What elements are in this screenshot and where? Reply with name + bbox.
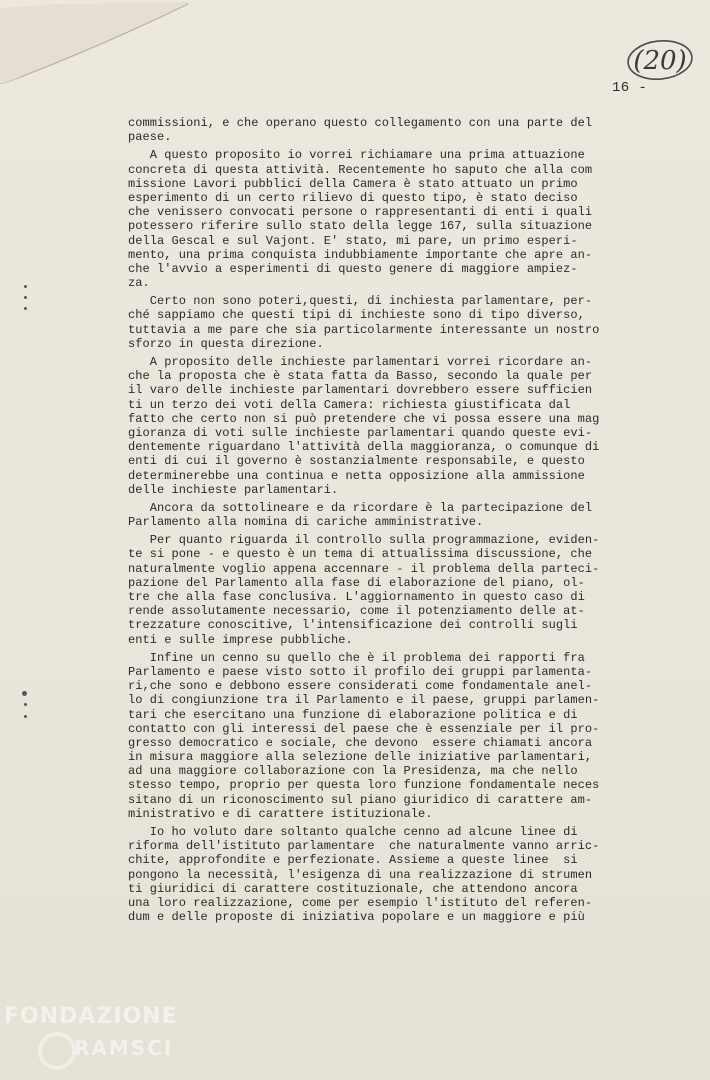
text-line: il varo delle inchieste parlamentari dovrebbero essere sufficien (128, 383, 593, 398)
watermark-line1: FONDAZIONE (4, 1004, 178, 1029)
margin-dot (24, 703, 27, 706)
text-line: Per quanto riguarda il controllo sulla programmazione, eviden- (128, 533, 600, 548)
text-line: che la proposta che è stata fatta da Basso, secondo la quale per (128, 369, 593, 384)
text-line: sitano di un riconoscimento sul piano giuridico di carattere am- (128, 792, 593, 807)
text-line: A proposito delle inchieste parlamentari vorrei ricordare an- (128, 355, 593, 369)
text-line: potessero riferire sullo stato della legge 167, sulla situazione (128, 219, 593, 234)
paragraph (128, 148, 688, 290)
text-line: della Gescal e sul Vajont. E' stato, mi pare, un primo esperi- (128, 233, 578, 248)
text-line: trezzature conoscitive, l'intensificazione dei controlli sugli (128, 618, 578, 633)
text-line: pongono la necessità, l'esigenza di una realizzazione di strumen (128, 867, 593, 882)
text-line: concreta di questa attività. Recentemente ho saputo che alla com (128, 162, 593, 177)
text-line: enti di cui il governo è sostanzialmente responsabile, e questo (128, 454, 585, 469)
paragraph (128, 501, 688, 529)
text-line: naturalmente voglio appena accennare - il problema della parteci- (128, 561, 600, 576)
text-line: enti e sulle imprese pubbliche. (128, 632, 353, 647)
margin-dot (22, 691, 27, 696)
text-line: tre che alla fase conclusiva. L'aggiornamento in questo caso di (128, 590, 585, 604)
text-line: contatto con gli interessi del paese che è essenziale per il pro- (128, 721, 600, 736)
text-line: Parlamento alla nomina di cariche amministrative. (128, 515, 484, 530)
handwritten-page-number-text: (20) (633, 46, 687, 76)
text-line: missione Lavori pubblici della Camera è stato attuato un primo (128, 176, 578, 191)
text-line: paese. (128, 130, 172, 145)
paragraph (128, 533, 688, 647)
text-line: pazione del Parlamento alla fase di elaborazione del piano, ol- (128, 575, 585, 590)
text-line: Ancora da sottolineare e da ricordare è la partecipazione del (128, 500, 593, 515)
text-line: ti giuridici di carattere costituzionale, che attendono ancora (128, 881, 578, 896)
text-line: rende assolutamente necessario, come il potenziamento delle at- (128, 604, 585, 619)
text-line: sforzo in questa direzione. (128, 336, 324, 351)
text-line: chite, approfondite e perfezionate. Assieme a queste linee si (128, 853, 578, 868)
paragraph (128, 116, 688, 144)
text-line: esperimento di un certo rilievo di questo tipo, è stato deciso (128, 190, 578, 205)
text-line: A questo proposito io vorrei richiamare una prima attuazione (128, 148, 585, 163)
text-line: ad una maggiore collaborazione con la Presidenza, ma che nello (128, 764, 578, 779)
typed-body-text (128, 116, 688, 924)
text-line: dum e delle proposte di iniziativa popolare e un maggiore e più (128, 910, 585, 925)
text-line: riforma dell'istituto parlamentare che naturalmente vanno arric- (128, 839, 600, 854)
handwritten-page-number (620, 36, 700, 86)
watermark-line2: RAMSCI (74, 1036, 174, 1060)
text-line: Infine un cenno su quello che è il problema dei rapporti fra (128, 650, 585, 665)
text-line: gioranza di voti sulle inchieste parlamentari quando queste evi- (128, 425, 593, 440)
paragraph (128, 355, 688, 497)
text-line: Parlamento e paese visto sotto il profilo dei gruppi parlamenta- (128, 664, 593, 679)
text-line: determinerebbe una continua e netta opposizione alla ammissione (128, 468, 585, 483)
text-line: lo di congiunzione tra il Parlamento e il paese, gruppi parlamen- (128, 693, 600, 708)
margin-dot (24, 285, 27, 288)
text-line: una loro realizzazione, come per esempio l'istituto del referen- (128, 895, 593, 910)
margin-dot (24, 296, 27, 299)
text-line: ri,che sono e debbono essere considerati come fondamentale anel- (128, 679, 593, 694)
text-line: tari che esercitano una funzione di elaborazione politica e di (128, 707, 578, 722)
paragraph (128, 651, 688, 821)
paragraph (128, 825, 688, 924)
text-line: mento, una prima conquista indubbiamente importante che apre an- (128, 247, 593, 262)
text-line: za. (128, 276, 150, 291)
paper-fold-mark (0, 0, 200, 95)
text-line: Certo non sono poteri,questi, di inchiesta parlamentare, per- (128, 294, 593, 309)
text-line: commissioni, e che operano questo collegamento con una parte del (128, 116, 593, 130)
typed-page-number: 16 - (612, 80, 648, 96)
fondazione-gramsci-watermark (4, 1002, 204, 1076)
text-line: gresso democratico e sociale, che devono essere chiamati ancora (128, 735, 593, 750)
text-line: che l'avvio a esperimenti di questo genere di maggiore ampiez- (128, 261, 578, 276)
watermark-logo-g-icon (38, 1032, 76, 1070)
text-line: ché sappiamo che questi tipi di inchieste sono di tipo diverso, (128, 308, 585, 323)
text-line: che venissero convocati persone o rappresentanti di enti i quali (128, 205, 593, 220)
margin-dot (24, 715, 27, 718)
text-line: te si pone - e questo è un tema di attualissima discussione, che (128, 547, 593, 562)
text-line: Io ho voluto dare soltanto qualche cenno ad alcune linee di (128, 825, 578, 839)
text-line: delle inchieste parlamentari. (128, 482, 339, 497)
paragraph (128, 294, 688, 351)
text-line: tuttavia a me pare che sia particolarmente interessante un nostro (128, 322, 600, 337)
text-line: ti un terzo dei voti della Camera: richiesta giustificata dal (128, 397, 571, 412)
text-line: dentemente riguardano l'attività della maggioranza, o comunque di (128, 440, 600, 455)
text-line: in misura maggiore alla selezione delle iniziative parlamentari, (128, 750, 593, 765)
text-line: stesso tempo, proprio per questa loro funzione fondamentale neces (128, 778, 600, 793)
text-line: fatto che certo non si può pretendere che vi possa essere una mag (128, 411, 600, 426)
margin-dot (24, 307, 27, 310)
text-line: ministrativo e di carattere istituzionale. (128, 806, 433, 821)
